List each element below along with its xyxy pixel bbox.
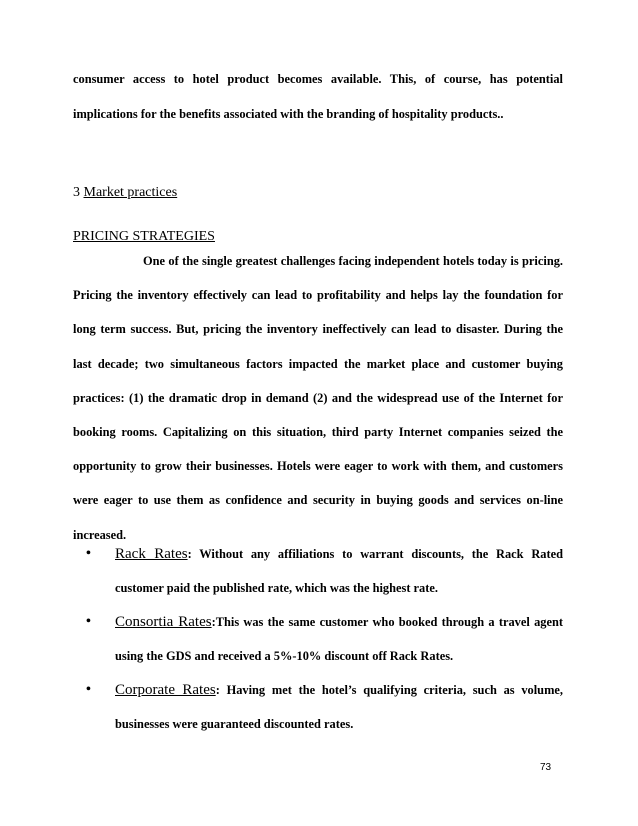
- section-title: Market practices: [83, 185, 178, 200]
- intro-line-1: consumer access to hotel product becomes available. This, of course, has potential: [73, 72, 563, 86]
- bullet-term: Rack Rates: [115, 546, 188, 562]
- bullet-text: [115, 537, 563, 605]
- bullet-text: [115, 673, 563, 741]
- subsection-title: PRICING STRATEGIES: [73, 229, 215, 244]
- bullet-description: : Having met the hotel’s qualifying criteria, such as volume, businesses were guaranteed discounted rates.: [115, 683, 563, 731]
- section-heading: [73, 183, 177, 203]
- page-number: 73: [540, 762, 552, 773]
- bullet-icon: •: [86, 682, 91, 697]
- bullet-term: Corporate Rates: [115, 682, 216, 698]
- bullet-icon: •: [86, 546, 91, 561]
- bullet-description: : Without any affiliations to warrant discounts, the Rack Rated customer paid the published rate, which was the highest rate.: [115, 547, 563, 595]
- bullet-text: [115, 605, 563, 673]
- bullet-icon: •: [86, 614, 91, 629]
- intro-line-2: implications for the benefits associated with the branding of hospitality products..: [73, 107, 504, 121]
- bullet-term: Consortia Rates: [115, 614, 212, 630]
- pricing-paragraph: One of the single greatest challenges facing independent hotels today is pricing. Pricing the inventory effectively can lead to profitability and helps lay the foundation for long term success. But, pricing the inventory ineffectively can lead to disaster. During the last decade; two simultaneous factors impacted the market place and customer buying practices: (1) the dramatic drop in demand (2) and the widespread use of the Internet for booking rooms. Capitalizing on this situation, third party Internet companies seized the opportunity to grow their businesses. Hotels were eager to work with them, and customers were eager to use them as confidence and security in buying goods and services on-line increased.: [73, 254, 563, 542]
- bullet-description: :This was the same customer who booked through a travel agent using the GDS and received a 5%-10% discount off Rack Rates.: [115, 615, 563, 663]
- section-number: 3: [73, 185, 80, 200]
